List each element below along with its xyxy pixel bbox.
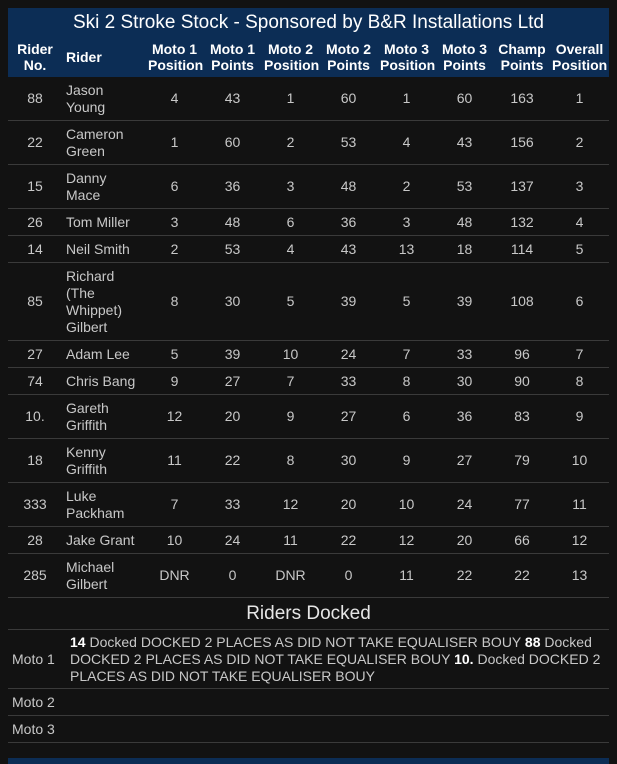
col-header-rider: Rider (62, 37, 146, 77)
cell-moto1-points: 39 (203, 341, 262, 368)
cell-moto1-points: 48 (203, 209, 262, 236)
cell-rider-no: 74 (8, 368, 62, 395)
cell-moto3-position: 4 (378, 121, 435, 165)
docked-text-moto1 (70, 630, 609, 688)
docked-label-moto1: Moto 1 (12, 651, 55, 667)
cell-rider-name: Chris Bang (62, 368, 146, 395)
cell-rider-name: Kenny Griffith (62, 439, 146, 483)
docked-rider-number: 14 (70, 634, 86, 650)
docked-row-moto3 (8, 716, 609, 743)
col-header-moto3-position: Moto 3 Position (378, 37, 435, 77)
table-row (8, 77, 609, 121)
table-header-row (8, 37, 609, 77)
footer-bar (8, 758, 609, 764)
cell-moto2-points: 24 (319, 341, 378, 368)
cell-overall-position: 6 (550, 263, 609, 341)
cell-moto1-points: 60 (203, 121, 262, 165)
cell-moto2-position: 1 (262, 77, 319, 121)
table-row (8, 439, 609, 483)
docked-rider-number: 10. (454, 651, 474, 667)
table-row (8, 368, 609, 395)
cell-rider-no: 88 (8, 77, 62, 121)
table-row (8, 121, 609, 165)
docked-label-moto3: Moto 3 (12, 721, 55, 737)
cell-rider-name: Cameron Green (62, 121, 146, 165)
cell-rider-name: Jason Young (62, 77, 146, 121)
cell-moto1-points: 53 (203, 236, 262, 263)
col-header-moto1-points: Moto 1 Points (203, 37, 262, 77)
cell-moto2-position: 6 (262, 209, 319, 236)
cell-moto3-position: 9 (378, 439, 435, 483)
riders-docked-title: Riders Docked (8, 598, 609, 630)
cell-overall-position: 1 (550, 77, 609, 121)
cell-rider-name: Luke Packham (62, 483, 146, 527)
cell-overall-position: 4 (550, 209, 609, 236)
cell-moto3-position: 13 (378, 236, 435, 263)
table-row (8, 395, 609, 439)
cell-moto3-points: 18 (435, 236, 494, 263)
cell-moto2-position: 7 (262, 368, 319, 395)
cell-moto3-position: 5 (378, 263, 435, 341)
cell-moto2-position: 11 (262, 527, 319, 554)
page-title: Ski 2 Stroke Stock - Sponsored by B&R Installations Ltd (8, 8, 609, 37)
col-header-moto2-position: Moto 2 Position (262, 37, 319, 77)
cell-moto1-position: 8 (146, 263, 203, 341)
cell-rider-no: 285 (8, 554, 62, 598)
cell-moto3-position: 1 (378, 77, 435, 121)
cell-moto2-position: DNR (262, 554, 319, 598)
table-row (8, 483, 609, 527)
cell-moto1-points: 24 (203, 527, 262, 554)
cell-moto1-points: 36 (203, 165, 262, 209)
cell-overall-position: 5 (550, 236, 609, 263)
table-row (8, 165, 609, 209)
cell-moto1-position: 5 (146, 341, 203, 368)
cell-moto3-position: 11 (378, 554, 435, 598)
cell-moto1-position: DNR (146, 554, 203, 598)
cell-moto1-position: 7 (146, 483, 203, 527)
cell-moto1-points: 0 (203, 554, 262, 598)
cell-moto3-points: 33 (435, 341, 494, 368)
col-header-overall-position: Overall Position (550, 37, 609, 77)
docked-reason: Docked DOCKED 2 PLACES AS DID NOT TAKE EQUALISER BOUY (70, 634, 592, 667)
cell-moto2-position: 8 (262, 439, 319, 483)
cell-moto3-points: 30 (435, 368, 494, 395)
cell-rider-no: 22 (8, 121, 62, 165)
cell-rider-name: Neil Smith (62, 236, 146, 263)
cell-moto1-points: 20 (203, 395, 262, 439)
cell-moto2-points: 43 (319, 236, 378, 263)
cell-moto2-points: 60 (319, 77, 378, 121)
cell-champ-points: 22 (494, 554, 550, 598)
cell-champ-points: 77 (494, 483, 550, 527)
cell-overall-position: 7 (550, 341, 609, 368)
cell-rider-no: 14 (8, 236, 62, 263)
table-row (8, 236, 609, 263)
cell-moto2-points: 33 (319, 368, 378, 395)
docked-text-moto3 (70, 716, 609, 742)
table-row (8, 554, 609, 598)
cell-moto1-position: 11 (146, 439, 203, 483)
cell-moto3-position: 2 (378, 165, 435, 209)
cell-moto3-points: 53 (435, 165, 494, 209)
cell-moto1-points: 22 (203, 439, 262, 483)
cell-rider-name: Gareth Griffith (62, 395, 146, 439)
cell-rider-no: 28 (8, 527, 62, 554)
cell-moto2-position: 12 (262, 483, 319, 527)
cell-moto3-position: 12 (378, 527, 435, 554)
cell-moto2-points: 39 (319, 263, 378, 341)
cell-moto1-points: 43 (203, 77, 262, 121)
cell-champ-points: 90 (494, 368, 550, 395)
cell-moto1-position: 2 (146, 236, 203, 263)
cell-rider-no: 333 (8, 483, 62, 527)
col-header-moto1-position: Moto 1 Position (146, 37, 203, 77)
cell-moto3-points: 24 (435, 483, 494, 527)
cell-moto1-position: 9 (146, 368, 203, 395)
col-header-moto2-points: Moto 2 Points (319, 37, 378, 77)
cell-moto2-points: 30 (319, 439, 378, 483)
cell-moto2-points: 48 (319, 165, 378, 209)
docked-reason: Docked DOCKED 2 PLACES AS DID NOT TAKE EQUALISER BOUY (89, 634, 522, 650)
cell-overall-position: 10 (550, 439, 609, 483)
cell-moto3-points: 43 (435, 121, 494, 165)
cell-moto2-position: 5 (262, 263, 319, 341)
cell-moto2-position: 9 (262, 395, 319, 439)
cell-rider-name: Michael Gilbert (62, 554, 146, 598)
docked-row-moto2 (8, 689, 609, 716)
cell-moto1-points: 33 (203, 483, 262, 527)
cell-moto2-points: 0 (319, 554, 378, 598)
docked-text-moto2 (70, 689, 609, 715)
cell-rider-no: 10. (8, 395, 62, 439)
table-row (8, 341, 609, 368)
cell-moto2-position: 4 (262, 236, 319, 263)
cell-moto3-points: 27 (435, 439, 494, 483)
cell-rider-no: 18 (8, 439, 62, 483)
docked-rider-number: 88 (524, 634, 541, 650)
cell-moto3-points: 60 (435, 77, 494, 121)
cell-moto3-points: 20 (435, 527, 494, 554)
results-table (8, 37, 609, 598)
cell-moto3-position: 8 (378, 368, 435, 395)
results-panel (8, 8, 609, 743)
cell-champ-points: 163 (494, 77, 550, 121)
cell-moto2-position: 2 (262, 121, 319, 165)
cell-moto1-position: 6 (146, 165, 203, 209)
cell-rider-name: Richard (The Whippet) Gilbert (62, 263, 146, 341)
cell-champ-points: 137 (494, 165, 550, 209)
cell-moto2-points: 53 (319, 121, 378, 165)
cell-rider-no: 85 (8, 263, 62, 341)
col-header-champ-points: Champ Points (494, 37, 550, 77)
cell-moto2-points: 22 (319, 527, 378, 554)
cell-moto2-position: 3 (262, 165, 319, 209)
cell-moto1-position: 12 (146, 395, 203, 439)
table-row (8, 209, 609, 236)
cell-champ-points: 96 (494, 341, 550, 368)
cell-champ-points: 66 (494, 527, 550, 554)
table-row (8, 263, 609, 341)
cell-moto2-points: 36 (319, 209, 378, 236)
cell-moto3-position: 3 (378, 209, 435, 236)
cell-rider-no: 26 (8, 209, 62, 236)
cell-moto3-position: 10 (378, 483, 435, 527)
cell-champ-points: 156 (494, 121, 550, 165)
cell-champ-points: 114 (494, 236, 550, 263)
cell-champ-points: 79 (494, 439, 550, 483)
cell-rider-no: 15 (8, 165, 62, 209)
cell-moto2-points: 20 (319, 483, 378, 527)
cell-overall-position: 12 (550, 527, 609, 554)
cell-moto2-position: 10 (262, 341, 319, 368)
cell-champ-points: 83 (494, 395, 550, 439)
cell-rider-name: Adam Lee (62, 341, 146, 368)
cell-overall-position: 3 (550, 165, 609, 209)
cell-moto1-points: 30 (203, 263, 262, 341)
cell-rider-name: Jake Grant (62, 527, 146, 554)
cell-moto3-position: 7 (378, 341, 435, 368)
cell-overall-position: 9 (550, 395, 609, 439)
table-row (8, 527, 609, 554)
cell-moto2-points: 27 (319, 395, 378, 439)
docked-label-moto2: Moto 2 (12, 694, 55, 710)
cell-overall-position: 11 (550, 483, 609, 527)
cell-overall-position: 13 (550, 554, 609, 598)
cell-moto1-points: 27 (203, 368, 262, 395)
cell-moto3-points: 36 (435, 395, 494, 439)
cell-rider-name: Tom Miller (62, 209, 146, 236)
cell-moto1-position: 4 (146, 77, 203, 121)
cell-champ-points: 132 (494, 209, 550, 236)
col-header-rider-no: Rider No. (8, 37, 62, 77)
cell-moto3-points: 39 (435, 263, 494, 341)
cell-overall-position: 2 (550, 121, 609, 165)
cell-rider-name: Danny Mace (62, 165, 146, 209)
cell-moto3-points: 48 (435, 209, 494, 236)
col-header-moto3-points: Moto 3 Points (435, 37, 494, 77)
cell-rider-no: 27 (8, 341, 62, 368)
cell-overall-position: 8 (550, 368, 609, 395)
cell-moto1-position: 1 (146, 121, 203, 165)
cell-moto3-points: 22 (435, 554, 494, 598)
cell-moto1-position: 10 (146, 527, 203, 554)
docked-reason: Docked DOCKED 2 PLACES AS DID NOT TAKE EQUALISER BOUY (70, 651, 601, 684)
cell-moto3-position: 6 (378, 395, 435, 439)
cell-champ-points: 108 (494, 263, 550, 341)
cell-moto1-position: 3 (146, 209, 203, 236)
docked-row-moto1 (8, 630, 609, 689)
